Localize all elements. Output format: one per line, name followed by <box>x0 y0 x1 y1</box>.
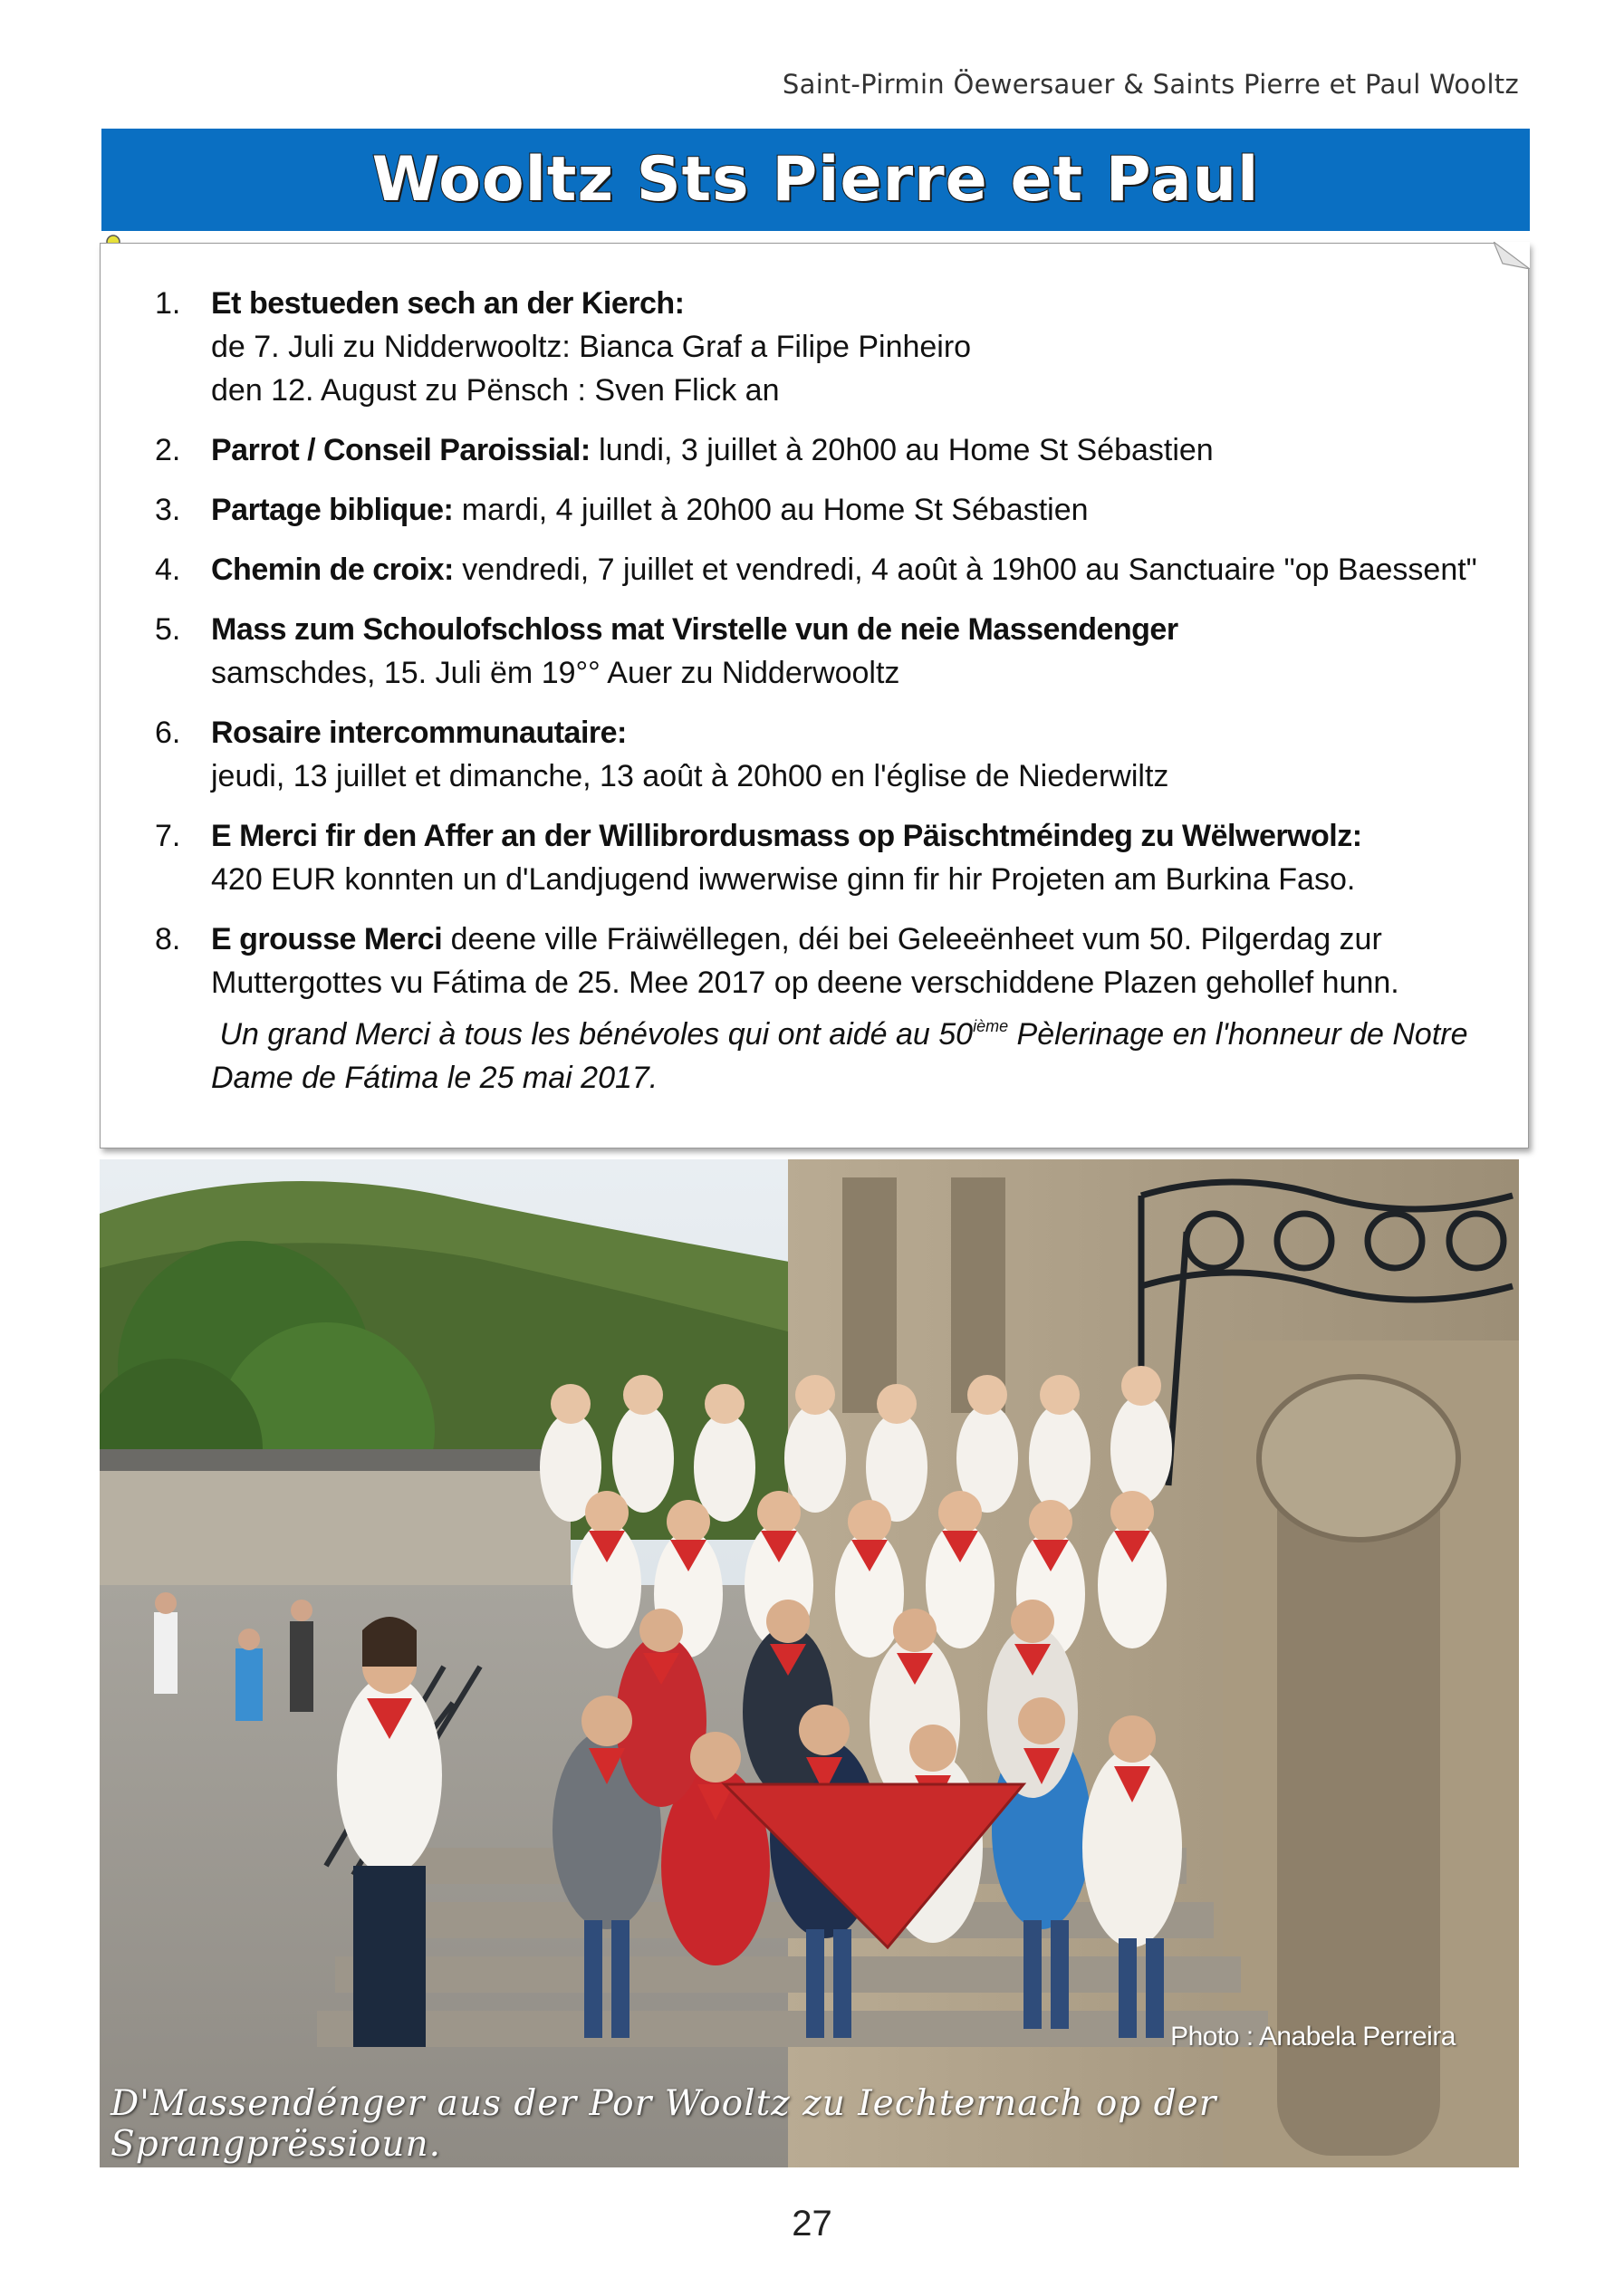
list-item: 3. Partage biblique: mardi, 4 juillet à 20h00 au Home St Sébastien <box>155 493 1089 527</box>
photo-credit: Photo : Anabela Perreira <box>1170 2022 1456 2052</box>
french-thanks: Un grand Merci à tous les bénévoles qui ont aidé au 50ième Pèlerinage en l'honneur de Notre <box>219 1017 1468 1052</box>
announcement-list <box>155 282 1513 1116</box>
list-item: 4. Chemin de croix: vendredi, 7 juillet et vendredi, 4 août à 19h00 au Sanctuaire "op Baessent" <box>155 553 1477 587</box>
group-photo <box>100 1159 1519 2167</box>
list-item: 8. E grousse Merci deene ville Fräiwëllegen, déi bei Geleeënheet vum 50. Pilgerdag zur Muttergottes vu Fátima de 25. Mee 2017 op deene verschiddene Plazen gehollef hunn. Un grand Merci à tous les bénévoles qui ont aidé au 50ième Pèlerinage en l'honneur de Notre Dame de Fátima le 25 mai 2017. <box>155 922 1468 1095</box>
list-item: 2. Parrot / Conseil Paroissial: lundi, 3 juillet à 20h00 au Home St Sébastien <box>155 433 1214 467</box>
page-title: Wooltz Sts Pierre et Paul <box>371 144 1260 216</box>
page-number: 27 <box>792 2204 832 2244</box>
photo-illustration <box>100 1159 1519 2167</box>
photo-caption: D'Massendénger aus der Por Wooltz zu Iechternach op der Sprangprëssioun. <box>111 2083 1217 2165</box>
list-item: 7. E Merci fir den Affer an der Willibrordusmass op Päischtméindeg zu Wëlwerwolz: 420 EUR konnten un d'Landjugend iwwerwise ginn fir hir Projeten am Burkina Faso. <box>155 819 1362 897</box>
list-item: 6. Rosaire intercommunautaire: jeudi, 13 juillet et dimanche, 13 août à 20h00 en l'église de Niederwiltz <box>155 716 1169 793</box>
running-header: Saint-Pirmin Öewersauer & Saints Pierre et Paul Wooltz <box>782 69 1519 100</box>
announcements-panel <box>100 243 1529 1148</box>
list-item: 1. Et bestueden sech an der Kierch: de 7. Juli zu Nidderwooltz: Bianca Graf a Filipe Pinheiro den 12. August zu Pënsch : Sven Flick an <box>155 286 972 408</box>
page-curl-icon <box>1494 242 1530 269</box>
list-item: 5. Mass zum Schoulofschloss mat Virstelle vun de neie Massendenger samschdes, 15. Juli ëm 19°° Auer zu Nidderwooltz <box>155 612 1178 690</box>
title-banner <box>101 129 1530 231</box>
